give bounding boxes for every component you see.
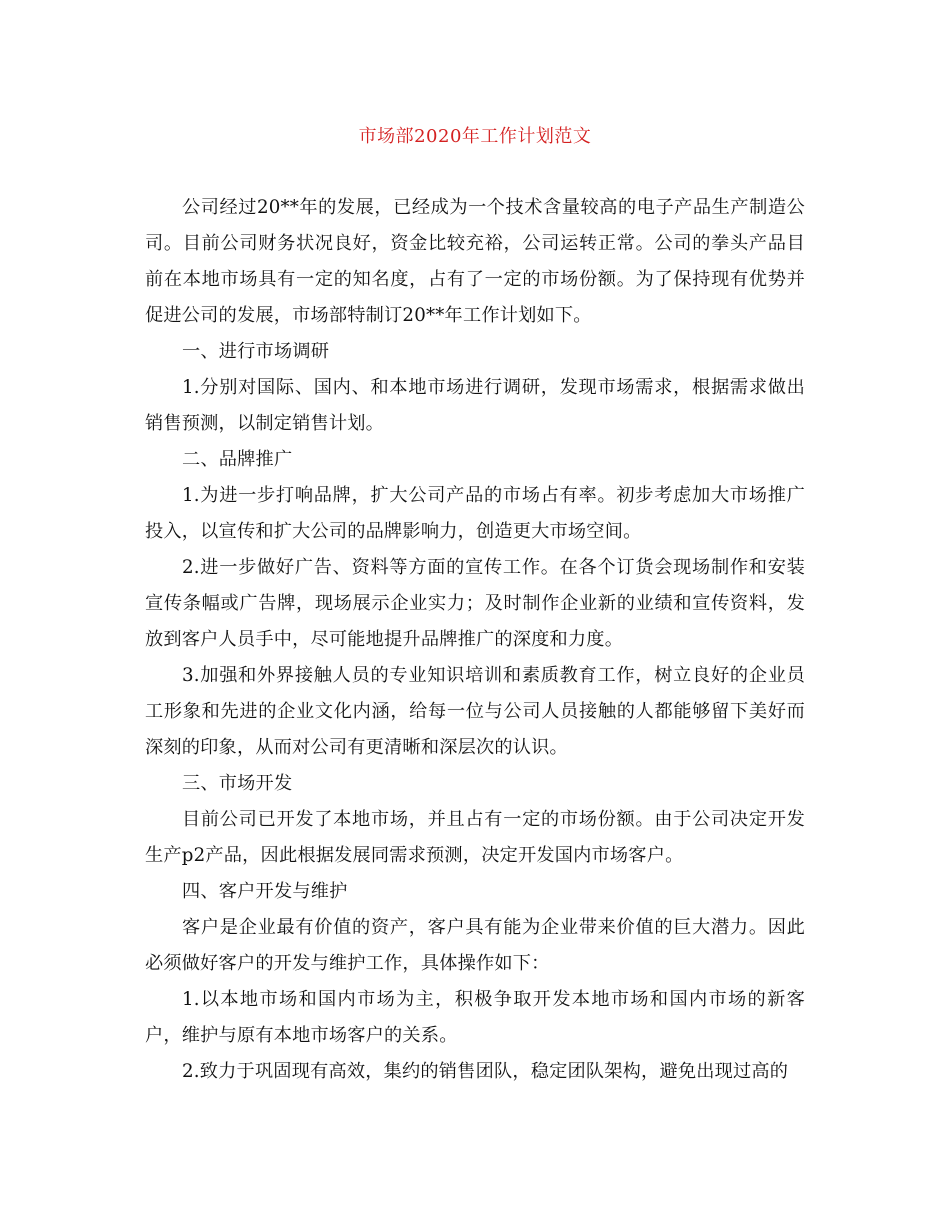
section-heading-brand-promotion: 二、品牌推广 — [182, 449, 293, 470]
paragraph-brand-item-1: 1.为进一步打响品牌，扩大公司产品的市场占有率。初步考虑加大市场推广投入，以宣传和扩大公司的品牌影响力，创造更大市场空间。 — [145, 485, 805, 542]
section-heading-market-research: 一、进行市场调研 — [182, 341, 330, 362]
paragraph-brand-item-2: 2.进一步做好广告、资料等方面的宣传工作。在各个订货会现场制作和安装宣传条幅或广告牌，现场展示企业实力；及时制作企业新的业绩和宣传资料，发放到客户人员手中，尽可能地提升品牌推广的深度和力度。 — [145, 557, 805, 650]
paragraph-market-development: 目前公司已开发了本地市场，并且占有一定的市场份额。由于公司决定开发生产p2产品，因此根据发展同需求预测，决定开发国内市场客户。 — [145, 809, 805, 866]
section-heading-market-development: 三、市场开发 — [182, 773, 293, 794]
section-heading-customer-development: 四、客户开发与维护 — [182, 881, 348, 902]
document-body — [145, 190, 805, 1090]
paragraph-brand-item-3: 3.加强和外界接触人员的专业知识培训和素质教育工作，树立良好的企业员工形象和先进的企业文化内涵，给每一位与公司人员接触的人都能够留下美好而深刻的印象，从而对公司有更清晰和深层次的认识。 — [145, 665, 805, 758]
paragraph-research-item-1: 1.分别对国际、国内、和本地市场进行调研，发现市场需求，根据需求做出销售预测，以制定销售计划。 — [145, 377, 805, 434]
paragraph-customer-item-1: 1.以本地市场和国内市场为主，积极争取开发本地市场和国内市场的新客户，维护与原有本地市场客户的关系。 — [145, 989, 805, 1046]
document-title: 市场部2020年工作计划范文 — [358, 126, 592, 147]
paragraph-customer-intro: 客户是企业最有价值的资产，客户具有能为企业带来价值的巨大潜力。因此必须做好客户的开发与维护工作，具体操作如下： — [145, 917, 805, 974]
paragraph-customer-item-2: 2.致力于巩固现有高效，集约的销售团队，稳定团队架构，避免出现过高的 — [182, 1061, 789, 1082]
paragraph-intro: 公司经过20**年的发展，已经成为一个技术含量较高的电子产品生产制造公司。目前公司财务状况良好，资金比较充裕，公司运转正常。公司的拳头产品目前在本地市场具有一定的知名度，占有了一定的市场份额。为了保持现有优势并促进公司的发展，市场部特制订20**年工作计划如下。 — [145, 197, 805, 326]
